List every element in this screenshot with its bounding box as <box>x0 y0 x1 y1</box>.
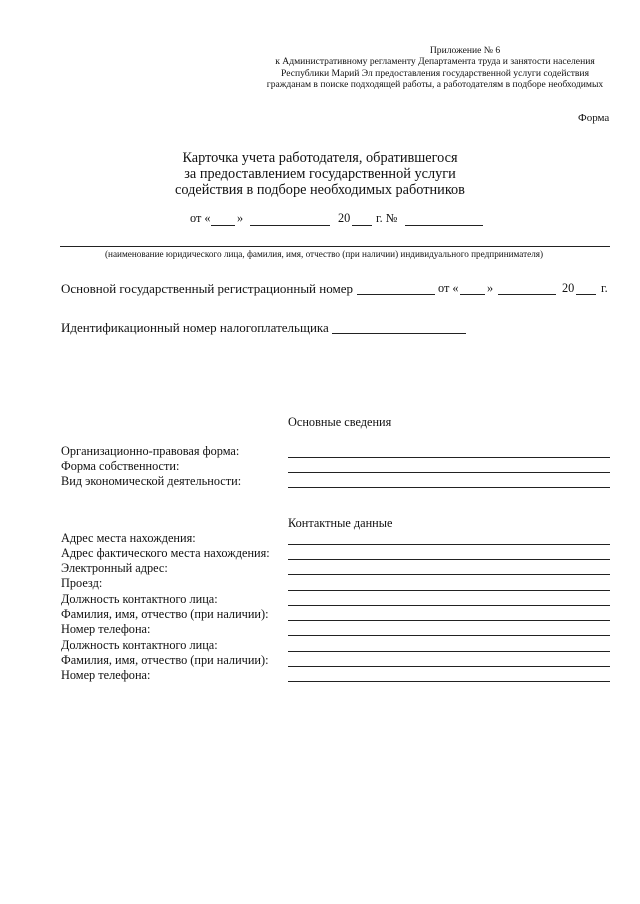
field-phone-2-label: Номер телефона: <box>61 668 151 682</box>
inn-label: Идентификационный номер налогоплательщика <box>61 320 329 335</box>
field-phone-1-line[interactable] <box>288 635 610 636</box>
field-contact-position-1-label: Должность контактного лица: <box>61 592 218 606</box>
field-contact-position-2-line[interactable] <box>288 651 610 652</box>
date-quote-close: » <box>237 211 244 225</box>
field-email-line[interactable] <box>288 574 610 575</box>
ogrn-day-blank[interactable] <box>460 294 485 295</box>
ogrn-label: Основной государственный регистрационный номер <box>61 281 353 296</box>
date-month-blank[interactable] <box>250 225 330 226</box>
card-number-blank[interactable] <box>405 225 483 226</box>
field-address-line[interactable] <box>288 544 610 545</box>
field-contact-name-2-line[interactable] <box>288 666 610 667</box>
title-line-1: Карточка учета работодателя, обратившегося <box>182 150 458 166</box>
form-title <box>0 150 640 198</box>
title-line-2: за предоставлением государственной услуги <box>184 166 456 182</box>
ogrn-year-prefix: 20 <box>562 281 575 295</box>
field-phone-2-line[interactable] <box>288 681 610 682</box>
title-line-3: содействия в подборе необходимых работников <box>175 182 465 198</box>
field-legal-form-label: Организационно-правовая форма: <box>61 444 240 458</box>
field-directions-label: Проезд: <box>61 576 103 590</box>
field-actual-address-line[interactable] <box>288 559 610 560</box>
appendix-line-1: Приложение № 6 <box>429 45 501 56</box>
ogrn-month-blank[interactable] <box>498 294 556 295</box>
field-ownership-line[interactable] <box>288 472 610 473</box>
ogrn-year-blank[interactable] <box>576 294 596 295</box>
field-ownership-label: Форма собственности: <box>61 459 180 473</box>
field-phone-1-label: Номер телефона: <box>61 622 151 636</box>
appendix-line-2: к Административному регламенту Департамента труда и занятости населения <box>275 56 595 68</box>
appendix-line-4: гражданам в поиске подходящей работы, а работодателям в подборе необходимых <box>266 78 604 90</box>
ogrn-quote-close: » <box>487 281 494 295</box>
field-activity-label: Вид экономической деятельности: <box>61 474 242 488</box>
ogrn-from-label: от « <box>438 281 459 295</box>
field-email-label: Электронный адрес: <box>61 561 168 575</box>
field-contact-name-1-label: Фамилия, имя, отчество (при наличии): <box>61 607 269 621</box>
field-directions-line[interactable] <box>288 590 610 591</box>
org-name-caption: (наименование юридического лица, фамилия, имя, отчество (при наличии) индивидуального предпринимателя) <box>105 249 544 259</box>
org-name-line[interactable] <box>60 246 610 247</box>
field-contact-name-1-line[interactable] <box>288 620 610 621</box>
contacts-heading: Контактные данные <box>288 516 393 530</box>
date-year-prefix: 20 <box>338 211 351 225</box>
field-activity-line[interactable] <box>288 487 610 488</box>
field-contact-name-2-label: Фамилия, имя, отчество (при наличии): <box>61 653 269 667</box>
basic-info-heading: Основные сведения <box>288 415 392 429</box>
inn-blank[interactable] <box>332 333 466 334</box>
field-address-label: Адрес места нахождения: <box>61 531 196 545</box>
date-day-blank[interactable] <box>211 225 235 226</box>
appendix-line-3: Республики Марий Эл предоставления государственной услуги содействия <box>281 67 589 79</box>
field-contact-position-1-line[interactable] <box>288 605 610 606</box>
date-year-blank[interactable] <box>352 225 372 226</box>
form-label: Форма <box>578 112 610 124</box>
date-from-label: от « <box>190 211 211 225</box>
field-actual-address-label: Адрес фактического места нахождения: <box>61 546 270 560</box>
field-legal-form-line[interactable] <box>288 457 610 458</box>
field-contact-position-2-label: Должность контактного лица: <box>61 638 218 652</box>
date-year-suffix: г. № <box>376 211 398 225</box>
appendix-header <box>255 45 615 90</box>
ogrn-number-blank[interactable] <box>357 294 435 295</box>
ogrn-year-suffix: г. <box>601 281 608 295</box>
